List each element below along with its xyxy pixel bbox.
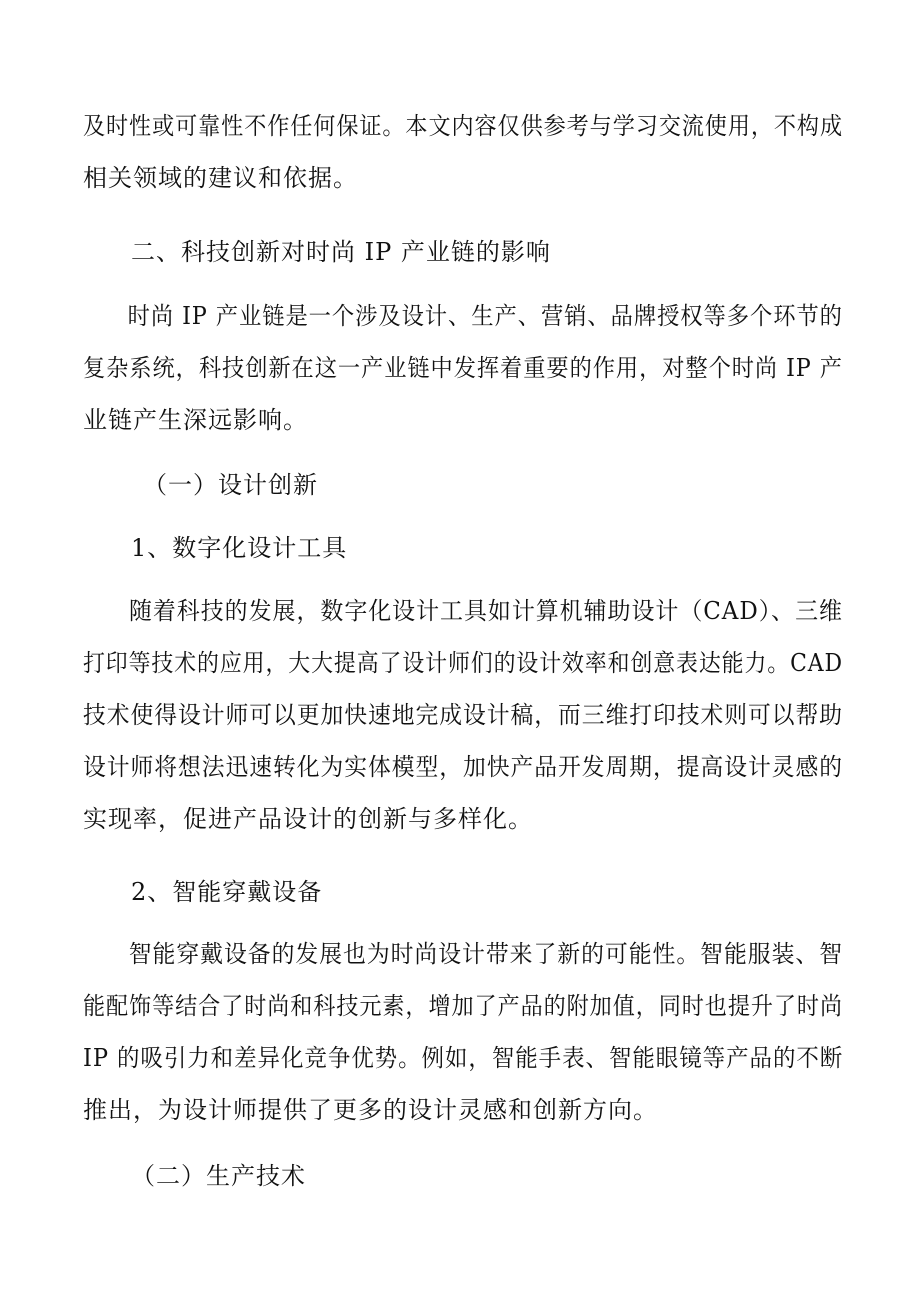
subsection-heading-production: （二）生产技术 [131, 1162, 306, 1190]
text-line: 打印等技术的应用，大大提高了设计师们的设计效率和创意表达能力。CAD [83, 649, 843, 677]
text-line: 相关领域的建议和依据。 [83, 164, 358, 192]
text-line: 实现率，促进产品设计的创新与多样化。 [83, 805, 533, 833]
item-heading-digital-tools: 1、数字化设计工具 [131, 534, 348, 562]
subsection-heading-design: （一）设计创新 [143, 471, 318, 499]
text-line: 时尚 IP 产业链是一个涉及设计、生产、营销、品牌授权等多个环节的 [127, 302, 843, 330]
text-line: 推出，为设计师提供了更多的设计灵感和创新方向。 [83, 1096, 658, 1124]
text-line: 能配饰等结合了时尚和科技元素，增加了产品的附加值，同时也提升了时尚 [83, 992, 843, 1020]
text-line: 智能穿戴设备的发展也为时尚设计带来了新的可能性。智能服装、智 [128, 940, 844, 968]
overview-paragraph [83, 290, 843, 446]
item-heading-wearables: 2、智能穿戴设备 [131, 878, 323, 906]
text-line: 业链产生深远影响。 [83, 406, 308, 434]
text-line: 及时性或可靠性不作任何保证。本文内容仅供参考与学习交流使用，不构成 [83, 112, 843, 140]
text-line: IP 的吸引力和差异化竞争优势。例如，智能手表、智能眼镜等产品的不断 [83, 1044, 844, 1072]
text-line: 技术使得设计师可以更加快速地完成设计稿，而三维打印技术则可以帮助 [83, 701, 843, 729]
text-line: 复杂系统，科技创新在这一产业链中发挥着重要的作用，对整个时尚 IP 产 [83, 354, 843, 382]
text-line: 设计师将想法迅速转化为实体模型，加快产品开发周期，提高设计灵感的 [83, 753, 843, 781]
text-line: 随着科技的发展，数字化设计工具如计算机辅助设计（CAD）、三维 [128, 597, 843, 625]
wearables-paragraph [83, 928, 843, 1136]
intro-paragraph [83, 100, 843, 204]
section-heading: 二、科技创新对时尚 IP 产业链的影响 [131, 238, 551, 266]
digital-tools-paragraph [83, 585, 843, 845]
